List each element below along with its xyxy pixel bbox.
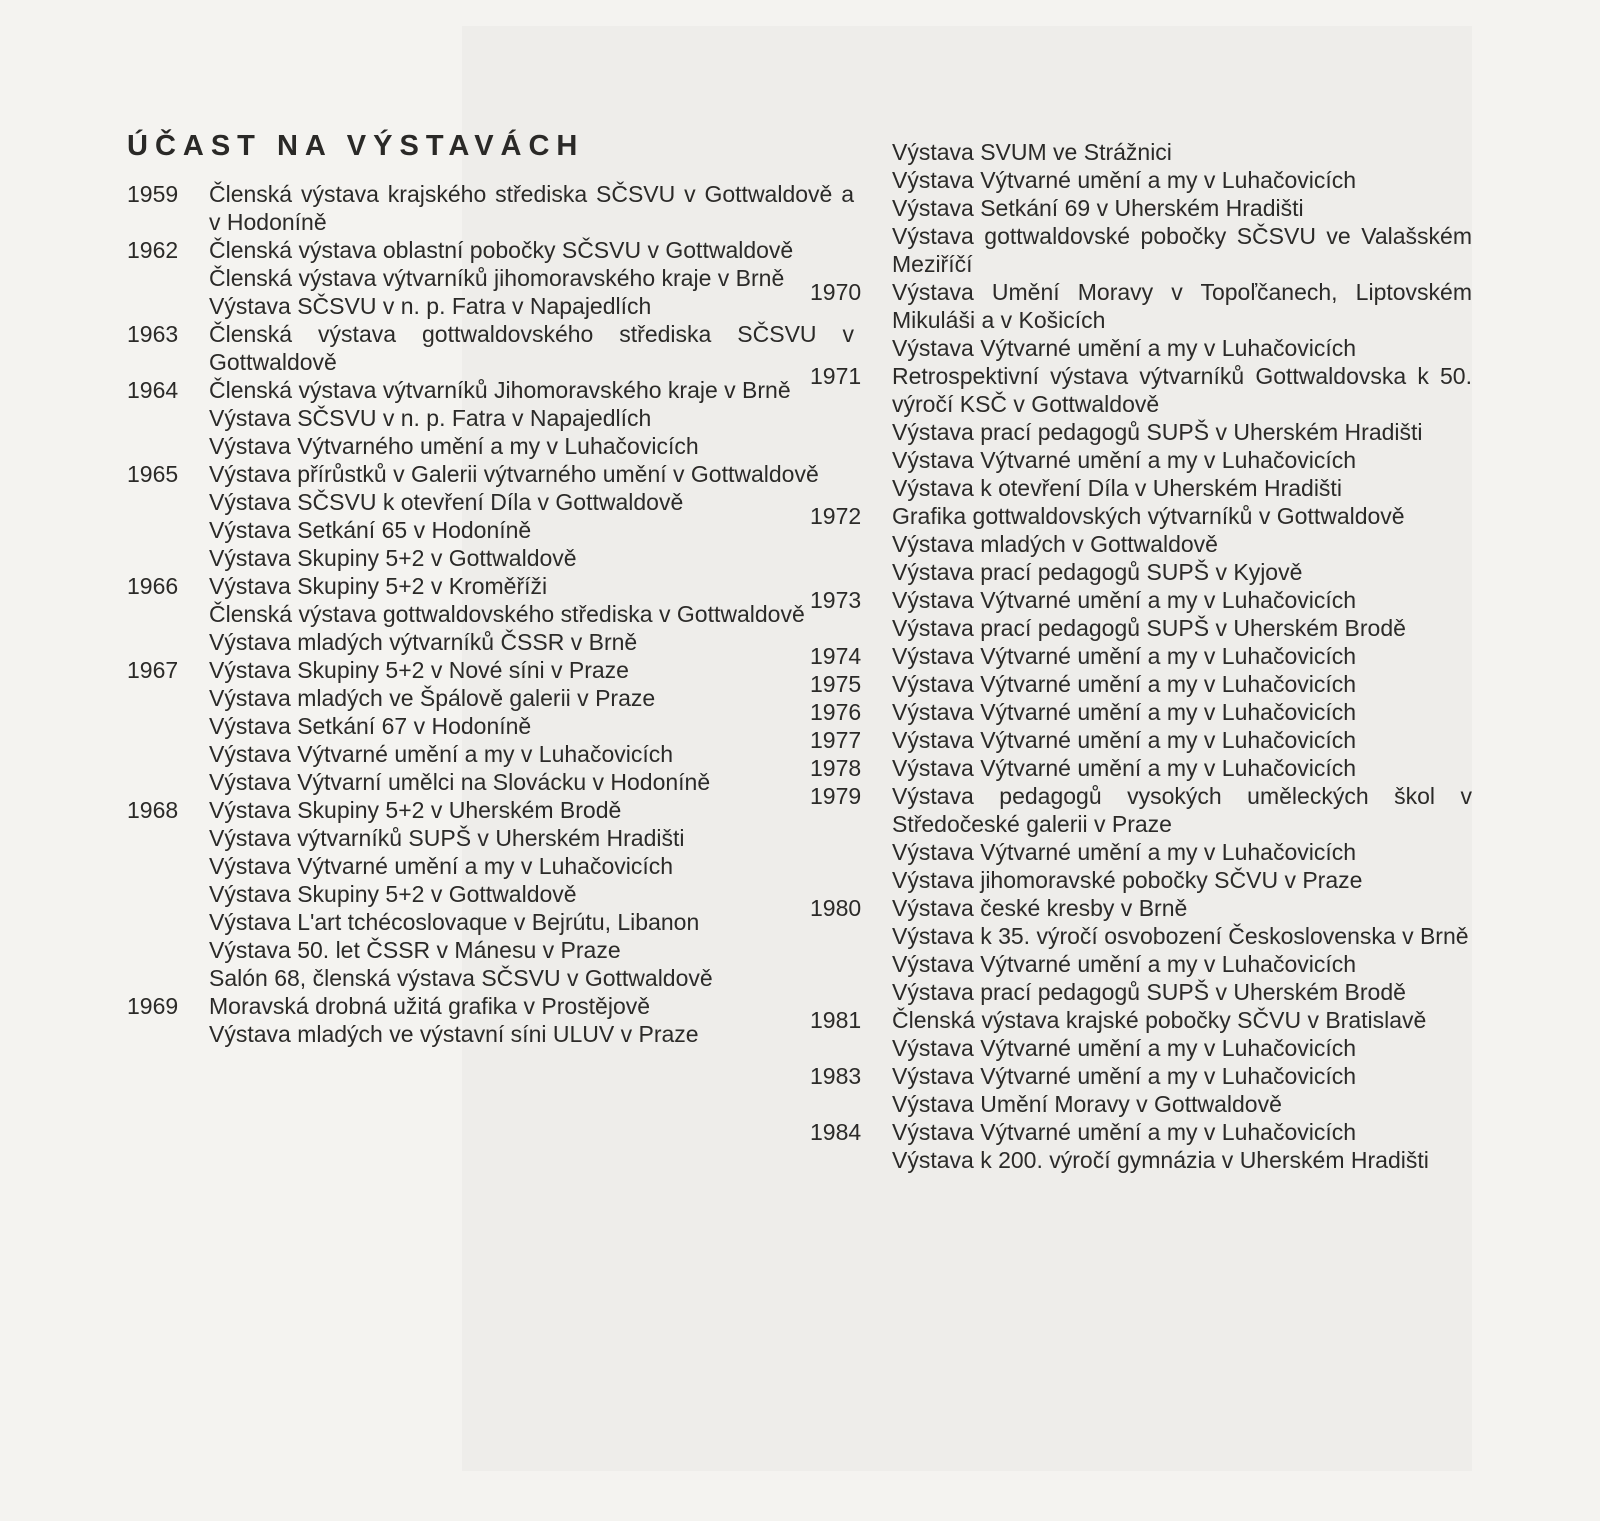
exhibition-item: Výstava Skupiny 5+2 v Gottwaldově: [209, 881, 577, 907]
entry-items: [892, 586, 1472, 642]
exhibition-entry: [810, 502, 1470, 586]
exhibition-item: Výstava Výtvarné umění a my v Luhačovicích: [892, 755, 1357, 781]
entry-year: 1963: [127, 321, 179, 347]
entry-year: 1972: [810, 503, 862, 529]
exhibition-item: Výstava Výtvarné umění a my v Luhačovicích: [892, 167, 1357, 193]
exhibition-item: Výstava Výtvarné umění a my v Luhačovicích: [892, 699, 1357, 725]
entry-year: 1979: [810, 783, 862, 809]
exhibition-entry: [127, 572, 805, 656]
exhibition-entry: [810, 782, 1470, 894]
exhibition-item: Výstava Výtvarné umění a my v Luhačovicích: [209, 853, 674, 879]
exhibition-item: Výstava Výtvarné umění a my v Luhačovicích: [892, 951, 1357, 977]
exhibition-item: Grafika gottwaldovských výtvarníků v Gottwaldově: [892, 503, 1405, 529]
exhibition-item: Výstava Výtvarné umění a my v Luhačovicích: [892, 727, 1357, 753]
exhibition-entry: [127, 236, 794, 320]
exhibition-entry: [127, 656, 787, 796]
exhibition-entry: [127, 796, 787, 992]
entry-year: 1975: [810, 671, 862, 697]
exhibition-item: Výstava Setkání 65 v Hodoníně: [209, 517, 532, 543]
exhibition-item: Výstava Setkání 69 v Uherském Hradišti: [892, 195, 1304, 221]
entry-year: 1967: [127, 657, 179, 683]
exhibition-item: Výstava Výtvarné umění a my v Luhačovicích: [209, 741, 674, 767]
entry-items: [209, 656, 854, 796]
entry-items: [892, 642, 1472, 670]
exhibition-item: Členská výstava krajské pobočky SČVU v Bratislavě: [892, 1007, 1427, 1033]
entry-year: 1969: [127, 993, 179, 1019]
exhibition-entry: [127, 180, 854, 236]
exhibition-item: Členská výstava výtvarníků jihomoravského kraje v Brně: [209, 265, 785, 291]
entry-items: [892, 1118, 1472, 1174]
entry-year: 1968: [127, 797, 179, 823]
entry-year: 1970: [810, 279, 862, 305]
exhibition-entry: [127, 460, 819, 572]
entry-year: 1962: [127, 237, 179, 263]
entry-items: [892, 1062, 1472, 1118]
exhibition-item: Výstava Skupiny 5+2 v Gottwaldově: [209, 545, 577, 571]
exhibition-item: Retrospektivní výstava výtvarníků Gottwaldovska k 50. výročí KSČ v Gottwaldově: [892, 363, 1472, 417]
entry-year: 1977: [810, 727, 862, 753]
entry-items: [892, 1006, 1472, 1062]
entry-items: [209, 236, 854, 320]
exhibition-entry: [810, 726, 1470, 754]
exhibition-entry: [810, 278, 1470, 362]
entry-year: 1976: [810, 699, 862, 725]
exhibition-entry: [127, 992, 787, 1048]
exhibition-item: Výstava mladých ve Špálově galerii v Praze: [209, 685, 656, 711]
exhibition-item: Výstava české kresby v Brně: [892, 895, 1188, 921]
entry-items: [892, 754, 1472, 782]
entry-items: [209, 180, 854, 236]
entry-year: 1983: [810, 1063, 862, 1089]
exhibition-item: Výstava Výtvarné umění a my v Luhačovicích: [892, 839, 1357, 865]
exhibition-item: Členská výstava oblastní pobočky SČSVU v Gottwaldově: [209, 237, 794, 263]
exhibition-item: Výstava Výtvarné umění a my v Luhačovicích: [892, 1035, 1357, 1061]
exhibition-entry: [810, 362, 1470, 502]
exhibition-entry: [810, 642, 1470, 670]
entry-year: 1978: [810, 755, 862, 781]
exhibition-item: Výstava Výtvarné umění a my v Luhačovicích: [892, 671, 1357, 697]
exhibition-item: Výstava výtvarníků SUPŠ v Uherském Hradišti: [209, 825, 685, 851]
exhibition-item: Výstava L'art tchécoslovaque v Bejrútu, Libanon: [209, 909, 700, 935]
entry-year: 1974: [810, 643, 862, 669]
exhibition-item: Výstava SČSVU v n. p. Fatra v Napajedlích: [209, 405, 652, 431]
exhibition-item: Výstava Výtvarné umění a my v Luhačovicích: [892, 587, 1357, 613]
exhibition-item: Členská výstava gottwaldovského střediska v Gottwaldově: [209, 601, 805, 627]
exhibition-item: Výstava prací pedagogů SUPŠ v Uherském Hradišti: [892, 419, 1423, 445]
entry-items: [209, 796, 854, 992]
exhibition-item: Výstava k otevření Díla v Uherském Hradišti: [892, 475, 1342, 501]
exhibition-entry: [810, 698, 1470, 726]
exhibition-item: Výstava k 35. výročí osvobození Československa v Brně: [892, 923, 1469, 949]
exhibition-entry: [810, 670, 1470, 698]
entry-year: 1984: [810, 1119, 862, 1145]
exhibition-item: Výstava prací pedagogů SUPŠ v Uherském Brodě: [892, 979, 1406, 1005]
exhibition-item: Výstava Skupiny 5+2 v Nové síni v Praze: [209, 657, 629, 683]
entry-items: [209, 460, 854, 572]
exhibition-entry: [810, 138, 1470, 278]
exhibition-item: Výstava 50. let ČSSR v Mánesu v Praze: [209, 937, 621, 963]
exhibition-item: Členská výstava krajského střediska SČSVU v Gottwaldově a v Hodoníně: [209, 181, 854, 235]
exhibition-item: Výstava Výtvarné umění a my v Luhačovicích: [892, 335, 1357, 361]
exhibition-item: Výstava pedagogů vysokých uměleckých škol v Středočeské galerii v Praze: [892, 783, 1472, 837]
exhibition-item: Výstava prací pedagogů SUPŠ v Kyjově: [892, 559, 1303, 585]
entry-year: 1965: [127, 461, 179, 487]
entry-year: 1959: [127, 181, 179, 207]
entry-year: 1966: [127, 573, 179, 599]
entry-items: [892, 698, 1472, 726]
exhibition-entry: [810, 894, 1470, 1006]
exhibition-item: Výstava gottwaldovské pobočky SČSVU ve Valašském Meziříčí: [892, 223, 1472, 277]
exhibition-entry: [810, 1006, 1470, 1062]
exhibition-entry: [810, 586, 1470, 642]
entry-items: [892, 502, 1472, 586]
entry-items: [209, 572, 854, 656]
exhibition-item: Výstava Výtvarné umění a my v Luhačovicích: [892, 1119, 1357, 1145]
exhibition-item: Výstava Výtvarní umělci na Slovácku v Hodoníně: [209, 769, 711, 795]
exhibition-item: Členská výstava gottwaldovského střediska SČSVU v Gottwaldově: [209, 321, 854, 375]
exhibition-item: Výstava Výtvarné umění a my v Luhačovicích: [892, 643, 1357, 669]
entry-items: [892, 782, 1472, 894]
exhibition-entry: [810, 1118, 1470, 1174]
exhibition-item: Moravská drobná užitá grafika v Prostějově: [209, 993, 651, 1019]
entry-items: [892, 894, 1472, 1006]
exhibition-item: Výstava SVUM ve Strážnici: [892, 139, 1172, 165]
exhibition-item: Členská výstava výtvarníků Jihomoravského kraje v Brně: [209, 377, 791, 403]
exhibition-entry: [810, 1062, 1470, 1118]
exhibition-item: Výstava Výtvarné umění a my v Luhačovicích: [892, 447, 1357, 473]
exhibition-item: Výstava prací pedagogů SUPŠ v Uherském Brodě: [892, 615, 1406, 641]
exhibition-item: Výstava SČSVU k otevření Díla v Gottwaldově: [209, 489, 684, 515]
exhibition-entry: [127, 376, 791, 460]
exhibition-item: Výstava jihomoravské pobočky SČVU v Praze: [892, 867, 1363, 893]
entry-items: [209, 992, 854, 1048]
exhibition-item: Výstava mladých ve výstavní síni ULUV v Praze: [209, 1021, 699, 1047]
exhibition-item: Výstava Skupiny 5+2 v Uherském Brodě: [209, 797, 622, 823]
exhibition-item: Výstava mladých výtvarníků ČSSR v Brně: [209, 629, 638, 655]
exhibition-item: Salón 68, členská výstava SČSVU v Gottwaldově: [209, 965, 713, 991]
entry-items: [892, 726, 1472, 754]
entry-items: [209, 320, 854, 376]
exhibition-item: Výstava Umění Moravy v Topoľčanech, Liptovském Mikuláši a v Košicích: [892, 279, 1472, 333]
exhibition-entry: [127, 320, 854, 376]
exhibition-item: Výstava Výtvarného umění a my v Luhačovicích: [209, 433, 699, 459]
entry-year: 1981: [810, 1007, 862, 1033]
entry-year: 1971: [810, 363, 862, 389]
entry-year: 1973: [810, 587, 862, 613]
exhibition-item: Výstava přírůstků v Galerii výtvarného umění v Gottwaldově: [209, 461, 819, 487]
exhibition-item: Výstava Setkání 67 v Hodoníně: [209, 713, 532, 739]
page-title: ÚČAST NA VÝSTAVÁCH: [127, 130, 585, 162]
entry-year: 1980: [810, 895, 862, 921]
entry-items: [892, 362, 1472, 502]
exhibition-item: Výstava Skupiny 5+2 v Kroměříži: [209, 573, 548, 599]
entry-items: [892, 278, 1472, 362]
exhibition-item: Výstava Umění Moravy v Gottwaldově: [892, 1091, 1282, 1117]
exhibition-item: Výstava SČSVU v n. p. Fatra v Napajedlích: [209, 293, 652, 319]
exhibition-entry: [810, 754, 1470, 782]
entry-items: [209, 376, 854, 460]
exhibition-item: Výstava mladých v Gottwaldově: [892, 531, 1218, 557]
exhibition-item: Výstava k 200. výročí gymnázia v Uherském Hradišti: [892, 1147, 1429, 1173]
entry-items: [892, 670, 1472, 698]
entry-year: 1964: [127, 377, 179, 403]
exhibition-item: Výstava Výtvarné umění a my v Luhačovicích: [892, 1063, 1357, 1089]
entry-items: [892, 138, 1472, 278]
right-column: [810, 138, 1470, 1174]
